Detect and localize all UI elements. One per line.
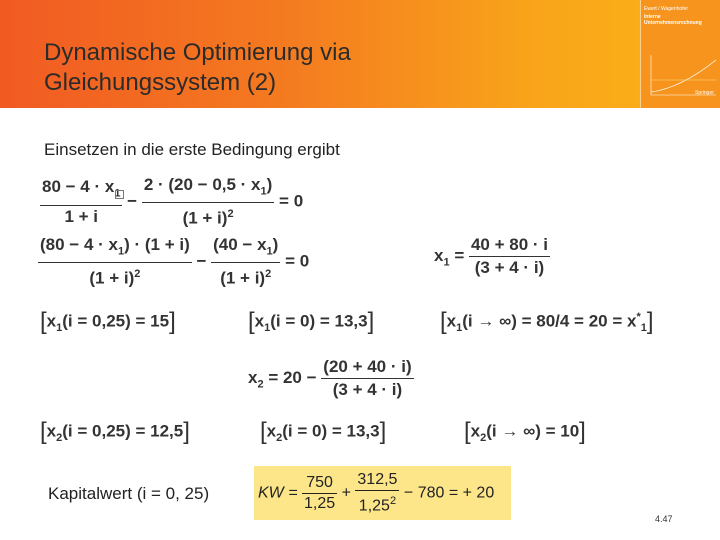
title-line-1: Dynamische Optimierung via (44, 39, 351, 66)
book-cover-thumbnail (640, 0, 720, 108)
x1-solution: $x_1$ = $\frac{40 + 80 \cdot i}{(3 + 4 \cdot i)}$ (434, 235, 548, 277)
x2-result-c: [$x_2(i$ → ∞) = 10] (464, 418, 586, 445)
x2-formula: $x_2 = 20$ − $\frac{(20 + 40 \cdot i)}{(3 + 4 \cdot i)}$ (248, 357, 412, 399)
book-publisher: Springer (695, 90, 714, 96)
x2-result-a: $[x_2(i = 0,25) = 12,5]$ (40, 418, 190, 445)
page-number: 4.47 (655, 514, 673, 524)
kapitalwert-formula: KW = $\frac{750}{1,25}$ + $\frac{312,5}{1,25^2}$ − 780 = + 20 (258, 471, 495, 515)
page-title (44, 38, 351, 98)
book-title-2: Unternehmensrechnung (644, 20, 702, 26)
formula-1: $\frac{80 - 4 \cdot x_1}{1 + i}$ − $\frac{2 \cdot (20 - 0,5 \cdot x_1)}{(1 + i)^2}$ = 0 (42, 175, 304, 229)
x1-result-c: [$x_1(i$ → ∞) = $80/4 = 20 = x^*_1$] (440, 308, 654, 335)
x1-result-b: $[x_1(i = 0) = 13,3]$ (248, 308, 375, 335)
book-author: Ewert / Wagenhofer (644, 6, 689, 12)
x2-result-b: $[x_2(i = 0) = 13,3]$ (260, 418, 387, 445)
intro-text: Einsetzen in die erste Bedingung ergibt (44, 140, 340, 159)
kapitalwert-label: Kapitalwert (i = 0, 25) (48, 484, 210, 503)
x1-result-a: $[x_1(i = 0,25) = 15]$ (40, 308, 176, 335)
book-title-1: Interne (644, 14, 661, 20)
formula-2: $\frac{(80 - 4 \cdot x_1) \cdot (1 + i)}{(1 + i)^2}$ − $\frac{(40 - x_1)}{(1 + i)^2}$ = 0 (40, 235, 310, 289)
title-line-2: Gleichungssystem (2) (44, 69, 277, 96)
